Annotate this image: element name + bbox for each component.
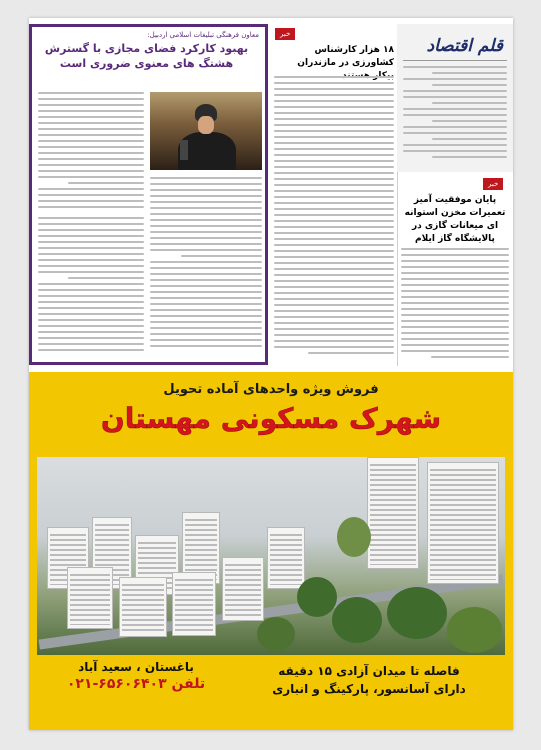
newspaper-logo: قلم اقتصاد <box>426 36 503 56</box>
ad-main-title: شهرک مسکونی مهستان <box>100 402 442 435</box>
newspaper-page <box>29 18 513 730</box>
ad-phone: تلفن ۶۵۶۰۶۴۰۳-۰۲۱ <box>66 676 206 692</box>
real-estate-advertisement <box>29 372 513 730</box>
interview-photo <box>150 92 262 170</box>
interview-text-bottom <box>150 177 262 357</box>
news-tag-2: خبر <box>483 178 503 190</box>
ad-feature-amenities: دارای آسانسور، پارکینگ و انباری <box>272 682 466 696</box>
ad-city-photo <box>37 457 505 655</box>
news-title-2: پایان موفقیت آمیز تعمیرات مخزن استوانه ای میعانات گازی در پالایشگاه گاز ایلام <box>404 195 506 244</box>
interview-text-left <box>38 217 144 357</box>
interview-kicker: معاون فرهنگی تبلیغات اسلامی اردبیل: <box>147 31 259 39</box>
interview-text-right <box>38 92 144 212</box>
ad-location: باغستان ، سعید آباد <box>78 660 194 674</box>
ad-feature-distance: فاصله تا میدان آزادی ۱۵ دقیقه <box>278 664 460 678</box>
news-tag: خبر <box>275 28 295 40</box>
ad-contact <box>41 660 231 692</box>
ad-top-line: فروش ویژه واحدهای آماده تحویل <box>163 382 379 397</box>
news-title: ۱۸ هزار کارشناس کشاورزی در مازندران <box>297 45 394 68</box>
ad-features <box>235 662 503 698</box>
news-body-text <box>274 76 394 362</box>
masthead <box>397 24 513 172</box>
masthead-details <box>403 66 507 166</box>
news-2-body-text <box>401 248 509 364</box>
interview-headline: بهبود کارکرد فضای مجازی با گسترش هشتگ های معنوی ضروری است <box>44 42 249 70</box>
interview-panel <box>29 24 268 365</box>
